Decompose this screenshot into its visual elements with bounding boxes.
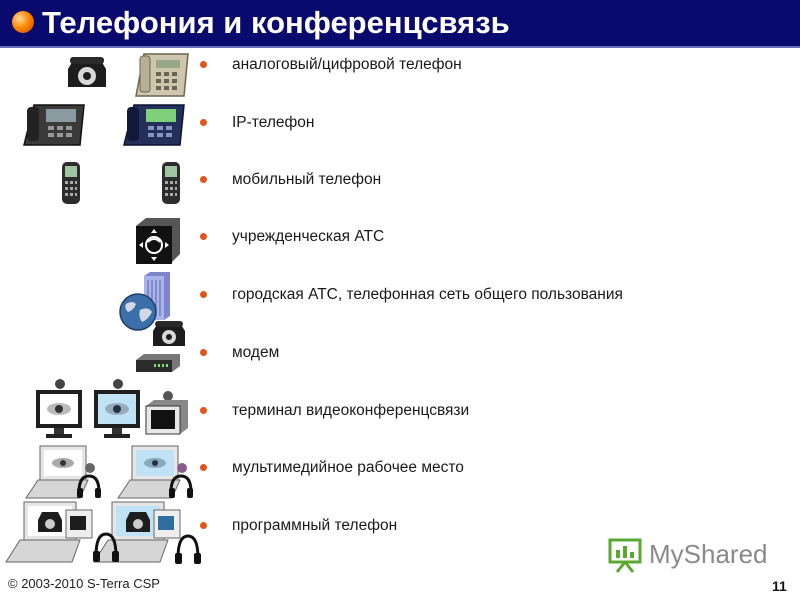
laptop-softphone-icon — [4, 500, 96, 566]
bullet-icon — [200, 119, 207, 126]
headset-icon — [92, 524, 120, 564]
bullet-icon — [200, 522, 207, 529]
title-orb-icon — [12, 11, 34, 33]
ip-phone-icon — [22, 101, 86, 149]
list-item-label: мобильный телефон — [232, 171, 382, 188]
bullet-icon — [200, 61, 207, 68]
headset-icon — [174, 526, 202, 566]
ip-phone-icon — [122, 101, 186, 149]
slide-title: Телефония и конференцсвязь — [42, 5, 510, 40]
headset-icon — [168, 462, 194, 500]
list-item-label: мультимедийное рабочее место — [232, 459, 464, 476]
myshared-logo[interactable] — [607, 537, 772, 573]
list-item-label: учрежденческая АТС — [232, 228, 385, 245]
digital-phone-icon — [134, 50, 190, 100]
footer-copyright: © 2003-2010 S-Terra CSP — [8, 576, 160, 591]
list-item-label: IP-телефон — [232, 114, 315, 131]
title-bar — [0, 0, 800, 46]
phone-icon — [150, 320, 188, 348]
list-item-label: аналоговый/цифровой телефон — [232, 56, 462, 73]
video-terminal-icon — [144, 390, 190, 436]
bullet-icon — [200, 407, 207, 414]
page-number: 11 — [772, 578, 787, 594]
pbx-icon — [132, 216, 182, 266]
list-item-label: модем — [232, 344, 280, 361]
bullet-icon — [200, 349, 207, 356]
list-item-label: терминал видеоконференцсвязи — [232, 402, 470, 419]
modem-icon — [134, 352, 182, 374]
presentation-board-icon — [607, 537, 645, 573]
bullet-icon — [200, 233, 207, 240]
list-item-label: городская АТС, телефонная сеть общего пользования — [232, 286, 623, 303]
analog-phone-icon — [64, 55, 110, 91]
bullet-icon — [200, 291, 207, 298]
video-terminal-icon — [92, 378, 142, 440]
title-underline — [0, 46, 800, 48]
bullet-icon — [200, 464, 207, 471]
mobile-phone-icon — [160, 160, 182, 206]
mobile-phone-icon — [60, 160, 82, 206]
bullet-icon — [200, 176, 207, 183]
list-item-label: программный телефон — [232, 517, 398, 534]
logo-text: MyShared — [649, 539, 768, 569]
headset-icon — [76, 462, 102, 500]
video-terminal-icon — [34, 378, 84, 440]
